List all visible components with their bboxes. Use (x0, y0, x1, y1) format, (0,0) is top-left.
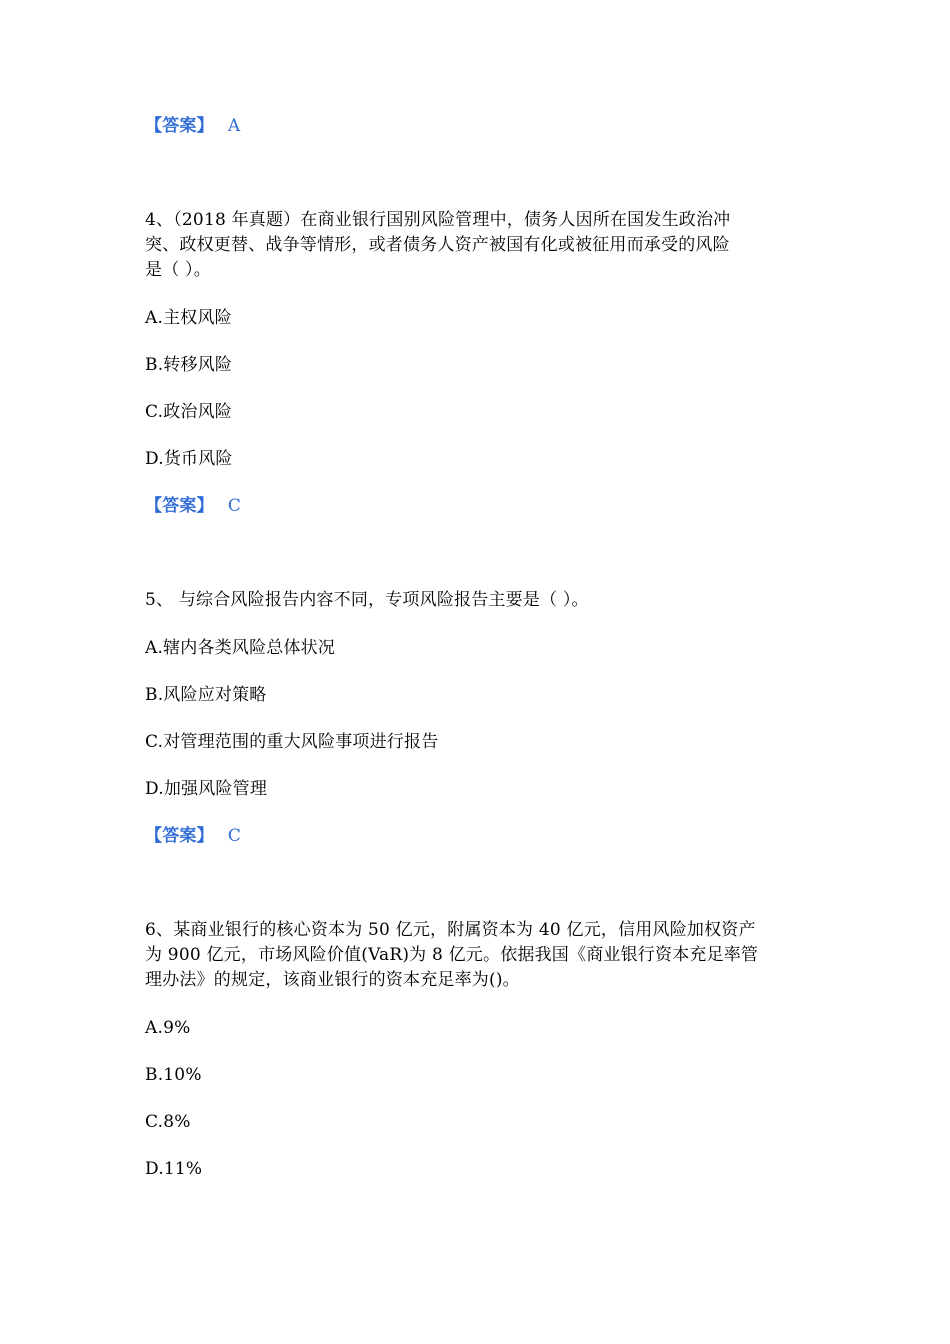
answer-line (145, 495, 241, 517)
answer-value: A (227, 116, 241, 136)
question-6-option-b: B.10% (145, 1065, 202, 1085)
question-5-option-c: C.对管理范围的重大风险事项进行报告 (145, 732, 439, 752)
question-4-option-d: D.货币风险 (145, 449, 233, 469)
question-4-option-a: A.主权风险 (145, 308, 232, 328)
question-5-option-a: A.辖内各类风险总体状况 (145, 638, 336, 658)
answer-label: 【答案】 (145, 826, 214, 846)
answer-label: 【答案】 (145, 496, 214, 516)
question-4-option-c: C.政治风险 (145, 402, 233, 422)
question-6-option-a: A.9% (145, 1018, 191, 1038)
question-5-option-b: B.风险应对策略 (145, 685, 267, 705)
answer-line (145, 115, 240, 137)
question-5-option-d: D.加强风险管理 (145, 779, 268, 799)
question-5-line-1: 5、 与综合风险报告内容不同，专项风险报告主要是（ ）。 (145, 590, 589, 610)
answer-label: 【答案】 (145, 116, 214, 136)
question-6-option-c: C.8% (145, 1112, 191, 1132)
question-4-line-2: 突、政权更替、战争等情形，或者债务人资产被国有化或被征用而承受的风险 (145, 235, 730, 255)
question-4-line-1: 4、（2018 年真题）在商业银行国别风险管理中，债务人因所在国发生政治冲 (145, 210, 731, 230)
question-6-option-d: D.11% (145, 1159, 203, 1179)
question-6-line-2: 为 900 亿元，市场风险价值(VaR)为 8 亿元。依据我国《商业银行资本充足率管 (145, 945, 759, 965)
question-6-line-3: 理办法》的规定，该商业银行的资本充足率为()。 (145, 970, 520, 990)
question-6-line-1: 6、某商业银行的核心资本为 50 亿元，附属资本为 40 亿元，信用风险加权资产 (145, 920, 756, 940)
question-4-option-b: B.转移风险 (145, 355, 233, 375)
question-4-line-3: 是（ ）。 (145, 260, 211, 280)
answer-line (145, 825, 241, 847)
answer-value: C (227, 496, 242, 516)
answer-value: C (227, 826, 242, 846)
